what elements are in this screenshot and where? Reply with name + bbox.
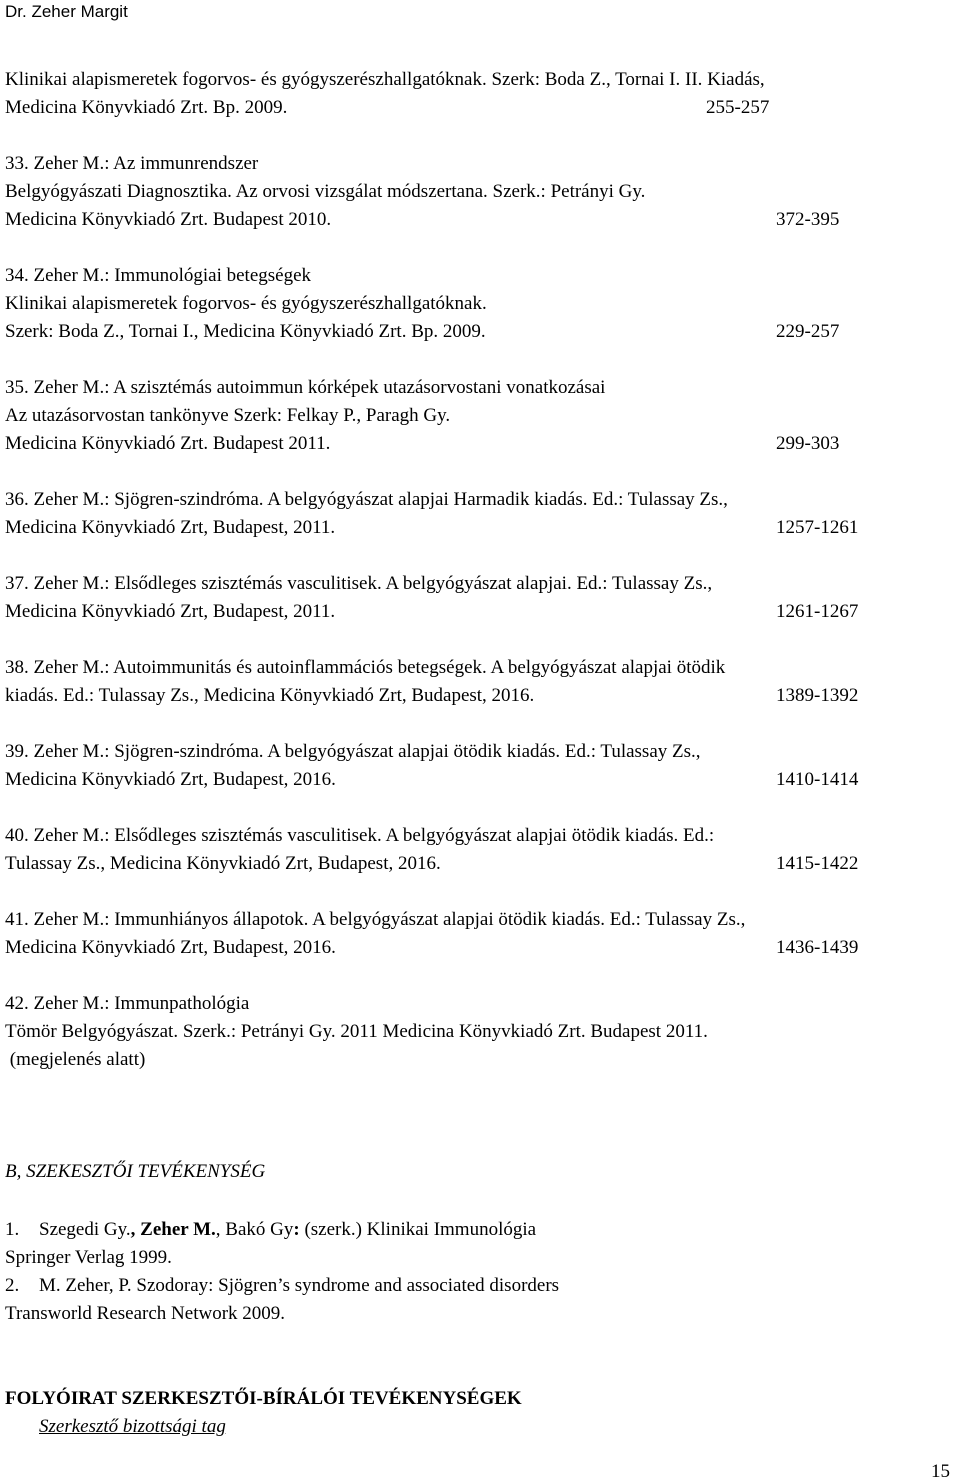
entry-line: 40. Zeher M.: Elsődleges szisztémás vasculitisek. A belgyógyászat alapjai ötödik kiadás. Ed.: xyxy=(5,825,715,846)
entry-line: Tömör Belgyógyászat. Szerk.: Petrányi Gy. 2011 Medicina Könyvkiadó Zrt. Budapest 2011. xyxy=(5,1021,708,1042)
entry-pages: 299-303 xyxy=(776,433,840,454)
entry-line: Medicina Könyvkiadó Zrt, Budapest, 2011. xyxy=(5,517,336,538)
entry-line: 37. Zeher M.: Elsődleges szisztémás vasculitisek. A belgyógyászat alapjai. Ed.: Tulassay Zs., xyxy=(5,573,713,594)
item-text: M. Zeher, P. Szodoray: Sjögren’s syndrome and associated disorders xyxy=(39,1275,560,1296)
title-text: (szerk.) Klinikai Immunológia xyxy=(299,1219,537,1240)
entry-line: 34. Zeher M.: Immunológiai betegségek xyxy=(5,265,312,286)
author-highlight: , Zeher M. xyxy=(130,1219,216,1240)
entry-line: 35. Zeher M.: A szisztémás autoimmun kórképek utazásorvostani vonatkozásai xyxy=(5,377,606,398)
entry-line: 38. Zeher M.: Autoimmunitás és autoinflammációs betegségek. A belgyógyászat alapjai ötödik xyxy=(5,657,726,678)
entry-line: kiadás. Ed.: Tulassay Zs., Medicina Könyvkiadó Zrt, Budapest, 2016. xyxy=(5,685,535,706)
entry-pages: 229-257 xyxy=(776,321,840,342)
entry-pages: 1257-1261 xyxy=(776,517,859,538)
entry-line: 41. Zeher M.: Immunhiányos állapotok. A belgyógyászat alapjai ötödik kiadás. Ed.: Tulassay Zs., xyxy=(5,909,746,930)
entry-pages: 1261-1267 xyxy=(776,601,859,622)
entry-line: Medicina Könyvkiadó Zrt. Budapest 2011. xyxy=(5,433,331,454)
section-subheading: Szerkesztő bizottsági tag xyxy=(39,1416,226,1437)
item-text xyxy=(39,1218,536,1242)
entry-line: Szerk: Boda Z., Tornai I., Medicina Könyvkiadó Zrt. Bp. 2009. xyxy=(5,321,486,342)
entry-pages: 255-257 xyxy=(706,97,770,118)
author-text: , Bakó Gy xyxy=(215,1219,294,1240)
entry-line: 42. Zeher M.: Immunpathológia xyxy=(5,993,250,1014)
entry-line: Medicina Könyvkiadó Zrt. Budapest 2010. xyxy=(5,209,332,230)
entry-pages: 1410-1414 xyxy=(776,769,859,790)
item-line: Transworld Research Network 2009. xyxy=(5,1303,286,1324)
item-number: 2. xyxy=(5,1275,20,1296)
entry-pages: 372-395 xyxy=(776,209,840,230)
entry-line: Belgyógyászati Diagnosztika. Az orvosi vizsgálat módszertana. Szerk.: Petrányi Gy. xyxy=(5,181,646,202)
entry-line: Tulassay Zs., Medicina Könyvkiadó Zrt, Budapest, 2016. xyxy=(5,853,441,874)
entry-line: Medicina Könyvkiadó Zrt, Budapest, 2011. xyxy=(5,601,336,622)
entry-line: Medicina Könyvkiadó Zrt. Bp. 2009. xyxy=(5,97,288,118)
section-heading: FOLYÓIRAT SZERKESZTŐI-BÍRÁLÓI TEVÉKENYSÉGEK xyxy=(5,1388,522,1409)
item-number: 1. xyxy=(5,1219,20,1240)
item-line: Springer Verlag 1999. xyxy=(5,1247,172,1268)
entry-line: Medicina Könyvkiadó Zrt, Budapest, 2016. xyxy=(5,937,336,958)
author-name: Dr. Zeher Margit xyxy=(5,2,128,21)
page-number: 15 xyxy=(931,1461,950,1482)
author-text: Szegedi Gy. xyxy=(39,1219,131,1240)
entry-line: 36. Zeher M.: Sjögren-szindróma. A belgyógyászat alapjai Harmadik kiadás. Ed.: Tulassay Zs., xyxy=(5,489,728,510)
entry-pages: 1389-1392 xyxy=(776,685,859,706)
section-heading: B, SZEKESZTŐI TEVÉKENYSÉG xyxy=(5,1161,266,1182)
entry-line: Medicina Könyvkiadó Zrt, Budapest, 2016. xyxy=(5,769,336,790)
entry-line: (megjelenés alatt) xyxy=(5,1049,146,1070)
entry-line: Az utazásorvostan tankönyve Szerk: Felkay P., Paragh Gy. xyxy=(5,405,451,426)
entry-pages: 1436-1439 xyxy=(776,937,859,958)
entry-line: Klinikai alapismeretek fogorvos- és gyógyszerészhallgatóknak. xyxy=(5,293,487,314)
entry-line: Klinikai alapismeretek fogorvos- és gyógyszerészhallgatóknak. Szerk: Boda Z., Tornai I. II. Kiadás, xyxy=(5,69,765,90)
separator: : xyxy=(293,1219,300,1240)
entry-pages: 1415-1422 xyxy=(776,853,859,874)
entry-line: 33. Zeher M.: Az immunrendszer xyxy=(5,153,259,174)
entry-line: 39. Zeher M.: Sjögren-szindróma. A belgyógyászat alapjai ötödik kiadás. Ed.: Tulassay Zs., xyxy=(5,741,701,762)
